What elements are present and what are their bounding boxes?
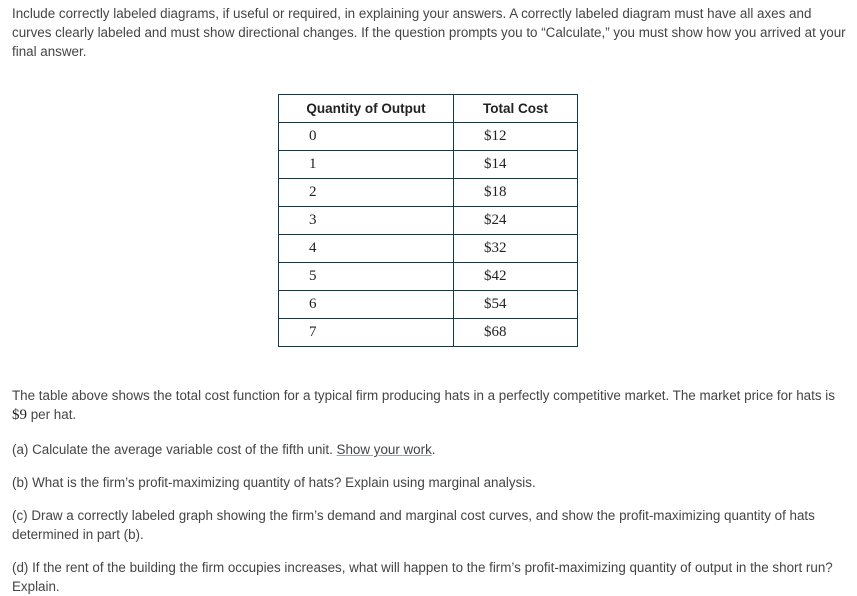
show-your-work-link[interactable]: Show your work (336, 442, 432, 457)
instructions-text: Include correctly labeled diagrams, if useful or required, in explaining your answers. A correctly labeled diagram must have all axes and curves clearly labeled and must show directional changes. If the question prompts you to “Calculate,” you must show how you arrived at your final answer. (12, 6, 846, 59)
total-cost-cell: $68 (454, 319, 578, 347)
header-quantity-of-output: Quantity of Output (279, 95, 454, 123)
price-value: $9 (12, 407, 27, 423)
header-total-cost: Total Cost (454, 95, 578, 123)
table-row (279, 263, 578, 291)
description-text-end: per hat. (27, 407, 77, 422)
quantity-cell: 0 (279, 123, 454, 151)
total-cost-cell: $24 (454, 207, 578, 235)
cost-table-container (278, 94, 578, 347)
total-cost-cell: $54 (454, 291, 578, 319)
question-d: (d) If the rent of the building the firm occupies increases, what will happen to the firm’s profit-maximizing quantity of output in the short run? Explain. (12, 560, 833, 594)
total-cost-cell: $32 (454, 235, 578, 263)
table-row (279, 123, 578, 151)
quantity-cell: 5 (279, 263, 454, 291)
table-row (279, 179, 578, 207)
question-b: (b) What is the firm’s profit-maximizing quantity of hats? Explain using marginal analysis. (12, 475, 536, 490)
quantity-cell: 4 (279, 235, 454, 263)
question-a (12, 440, 850, 459)
total-cost-cell: $18 (454, 179, 578, 207)
total-cost-table (278, 94, 578, 347)
question-a-end: . (431, 442, 436, 457)
quantity-cell: 6 (279, 291, 454, 319)
question-a-text: (a) Calculate the average variable cost of the fifth unit. (12, 442, 337, 457)
total-cost-cell: $14 (454, 151, 578, 179)
total-cost-cell: $12 (454, 123, 578, 151)
quantity-cell: 2 (279, 179, 454, 207)
table-row (279, 319, 578, 347)
total-cost-cell: $42 (454, 263, 578, 291)
description-text-start: The table above shows the total cost function for a typical firm producing hats in a perfectly competitive market. The market price for hats is (12, 388, 835, 403)
quantity-cell: 3 (279, 207, 454, 235)
quantity-cell: 1 (279, 151, 454, 179)
table-row (279, 207, 578, 235)
table-row (279, 291, 578, 319)
quantity-cell: 7 (279, 319, 454, 347)
question-c: (c) Draw a correctly labeled graph showing the firm’s demand and marginal cost curves, and show the profit-maximizing quantity of hats determined in part (b). (12, 508, 815, 542)
table-header-row (279, 95, 578, 123)
market-description (12, 386, 850, 425)
table-row (279, 235, 578, 263)
table-row (279, 151, 578, 179)
